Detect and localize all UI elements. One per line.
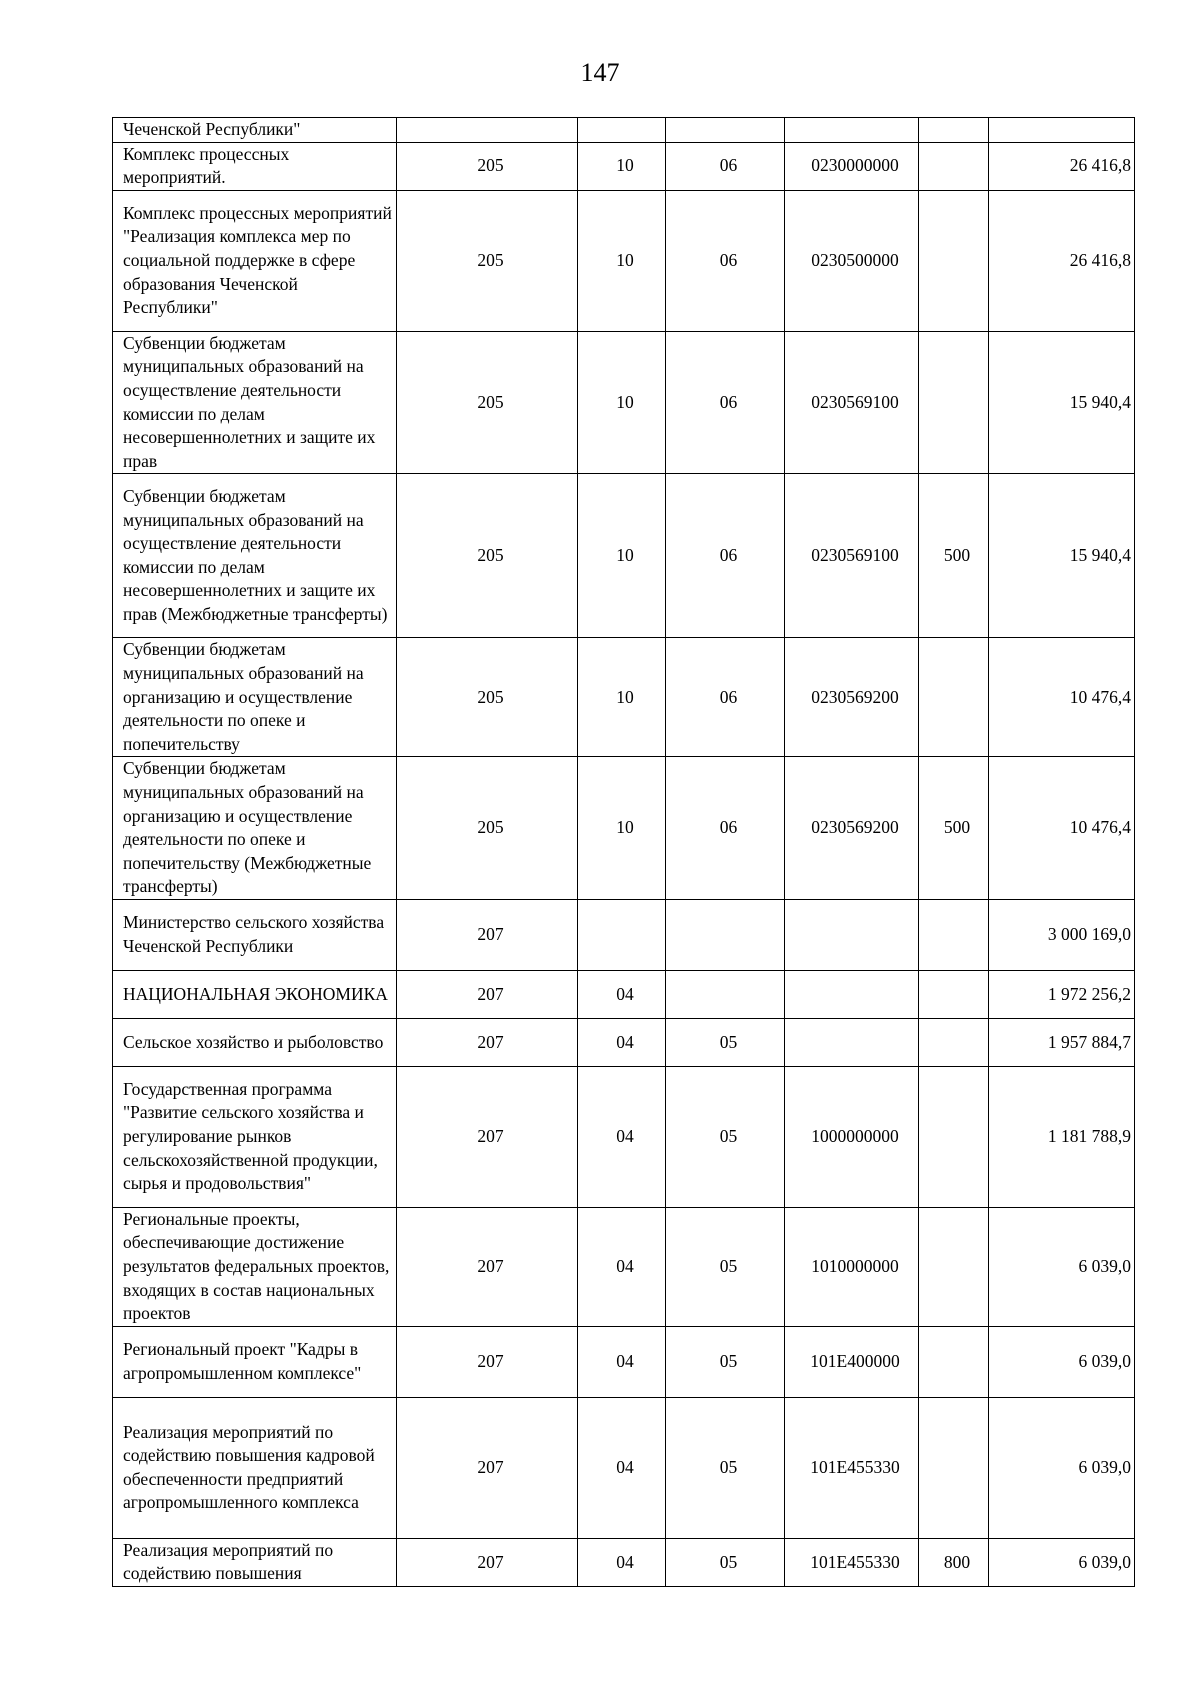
row-vr: 500 xyxy=(919,474,989,638)
row-pr xyxy=(666,118,785,143)
row-pr: 05 xyxy=(666,1018,785,1066)
row-name: НАЦИОНАЛЬНАЯ ЭКОНОМИКА xyxy=(113,970,397,1018)
row-sum: 1 181 788,9 xyxy=(989,1066,1135,1207)
row-vr: 800 xyxy=(919,1538,989,1586)
budget-table xyxy=(112,117,1135,1587)
row-name: Чеченской Республики" xyxy=(113,118,397,143)
table-row xyxy=(113,118,1135,143)
row-rz: 10 xyxy=(578,757,666,900)
table-row xyxy=(113,190,1135,331)
row-rz: 04 xyxy=(578,970,666,1018)
table-row xyxy=(113,638,1135,757)
row-name: Субвенции бюджетам муниципальных образований на организацию и осуществление деятельности по опеке и попечительству (Межбюджетные трансферты) xyxy=(113,757,397,900)
row-gr: 207 xyxy=(397,970,578,1018)
row-vr xyxy=(919,142,989,190)
row-csr: 1010000000 xyxy=(785,1207,919,1326)
row-vr xyxy=(919,1397,989,1538)
table-row xyxy=(113,757,1135,900)
row-vr: 500 xyxy=(919,757,989,900)
row-pr: 05 xyxy=(666,1397,785,1538)
row-rz xyxy=(578,118,666,143)
row-gr: 205 xyxy=(397,142,578,190)
row-name: Комплекс процессных мероприятий. xyxy=(113,142,397,190)
row-gr: 207 xyxy=(397,1207,578,1326)
row-sum: 26 416,8 xyxy=(989,142,1135,190)
row-csr: 101E455330 xyxy=(785,1397,919,1538)
row-rz: 10 xyxy=(578,638,666,757)
row-sum: 6 039,0 xyxy=(989,1538,1135,1586)
page-number: 147 xyxy=(580,58,620,87)
row-pr: 06 xyxy=(666,190,785,331)
row-csr xyxy=(785,899,919,970)
row-sum: 6 039,0 xyxy=(989,1326,1135,1397)
row-sum: 1 957 884,7 xyxy=(989,1018,1135,1066)
row-gr xyxy=(397,118,578,143)
row-rz: 04 xyxy=(578,1538,666,1586)
row-pr: 06 xyxy=(666,757,785,900)
row-sum: 3 000 169,0 xyxy=(989,899,1135,970)
row-pr: 05 xyxy=(666,1207,785,1326)
row-vr xyxy=(919,118,989,143)
row-rz: 10 xyxy=(578,331,666,474)
row-csr: 0230000000 xyxy=(785,142,919,190)
row-vr xyxy=(919,970,989,1018)
table-row xyxy=(113,970,1135,1018)
row-csr: 0230569200 xyxy=(785,757,919,900)
row-vr xyxy=(919,331,989,474)
row-csr: 101E455330 xyxy=(785,1538,919,1586)
row-gr: 207 xyxy=(397,1538,578,1586)
row-gr: 207 xyxy=(397,1018,578,1066)
table-row xyxy=(113,899,1135,970)
row-csr xyxy=(785,118,919,143)
table-row xyxy=(113,474,1135,638)
row-vr xyxy=(919,1326,989,1397)
row-rz: 10 xyxy=(578,190,666,331)
row-pr xyxy=(666,899,785,970)
row-name: Реализация мероприятий по содействию повышения xyxy=(113,1538,397,1586)
row-pr: 06 xyxy=(666,638,785,757)
row-gr: 207 xyxy=(397,1326,578,1397)
table-row xyxy=(113,1326,1135,1397)
row-sum: 1 972 256,2 xyxy=(989,970,1135,1018)
row-gr: 207 xyxy=(397,1066,578,1207)
row-csr: 0230500000 xyxy=(785,190,919,331)
row-vr xyxy=(919,190,989,331)
row-pr: 06 xyxy=(666,474,785,638)
row-rz: 04 xyxy=(578,1018,666,1066)
row-rz: 10 xyxy=(578,474,666,638)
row-rz: 10 xyxy=(578,142,666,190)
row-csr: 0230569200 xyxy=(785,638,919,757)
row-vr xyxy=(919,1066,989,1207)
row-name: Министерство сельского хозяйства Чеченской Республики xyxy=(113,899,397,970)
row-vr xyxy=(919,1207,989,1326)
row-sum: 10 476,4 xyxy=(989,757,1135,900)
row-csr xyxy=(785,970,919,1018)
row-rz xyxy=(578,899,666,970)
table-row xyxy=(113,331,1135,474)
row-vr xyxy=(919,899,989,970)
row-rz: 04 xyxy=(578,1397,666,1538)
row-gr: 205 xyxy=(397,474,578,638)
row-name: Региональный проект "Кадры в агропромышленном комплексе" xyxy=(113,1326,397,1397)
row-name: Сельское хозяйство и рыболовство xyxy=(113,1018,397,1066)
row-name: Региональные проекты, обеспечивающие достижение результатов федеральных проектов, входящих в состав национальных проектов xyxy=(113,1207,397,1326)
row-csr: 0230569100 xyxy=(785,331,919,474)
row-gr: 207 xyxy=(397,899,578,970)
row-csr: 0230569100 xyxy=(785,474,919,638)
row-name: Комплекс процессных мероприятий "Реализация комплекса мер по социальной поддержке в сфере образования Чеченской Республики" xyxy=(113,190,397,331)
row-rz: 04 xyxy=(578,1066,666,1207)
row-pr: 06 xyxy=(666,142,785,190)
row-sum: 10 476,4 xyxy=(989,638,1135,757)
row-rz: 04 xyxy=(578,1207,666,1326)
row-sum: 15 940,4 xyxy=(989,331,1135,474)
row-gr: 205 xyxy=(397,331,578,474)
row-sum: 26 416,8 xyxy=(989,190,1135,331)
table-row xyxy=(113,1397,1135,1538)
row-gr: 207 xyxy=(397,1397,578,1538)
table-row xyxy=(113,1207,1135,1326)
row-pr: 05 xyxy=(666,1326,785,1397)
row-name: Государственная программа "Развитие сельского хозяйства и регулирование рынков сельскохозяйственной продукции, сырья и продовольствия" xyxy=(113,1066,397,1207)
row-gr: 205 xyxy=(397,190,578,331)
row-name: Реализация мероприятий по содействию повышения кадровой обеспеченности предприятий агропромышленного комплекса xyxy=(113,1397,397,1538)
row-vr xyxy=(919,1018,989,1066)
row-pr: 05 xyxy=(666,1538,785,1586)
row-name: Субвенции бюджетам муниципальных образований на осуществление деятельности комиссии по делам несовершеннолетних и защите их прав (Межбюджетные трансферты) xyxy=(113,474,397,638)
row-csr xyxy=(785,1018,919,1066)
row-sum: 6 039,0 xyxy=(989,1397,1135,1538)
row-sum xyxy=(989,118,1135,143)
row-pr xyxy=(666,970,785,1018)
row-sum: 15 940,4 xyxy=(989,474,1135,638)
row-vr xyxy=(919,638,989,757)
row-name: Субвенции бюджетам муниципальных образований на организацию и осуществление деятельности по опеке и попечительству xyxy=(113,638,397,757)
table-row xyxy=(113,1538,1135,1586)
row-pr: 05 xyxy=(666,1066,785,1207)
row-gr: 205 xyxy=(397,757,578,900)
row-sum: 6 039,0 xyxy=(989,1207,1135,1326)
table-row xyxy=(113,1066,1135,1207)
row-gr: 205 xyxy=(397,638,578,757)
row-csr: 1000000000 xyxy=(785,1066,919,1207)
row-rz: 04 xyxy=(578,1326,666,1397)
table-row xyxy=(113,1018,1135,1066)
row-name: Субвенции бюджетам муниципальных образований на осуществление деятельности комиссии по делам несовершеннолетних и защите их прав xyxy=(113,331,397,474)
table-row xyxy=(113,142,1135,190)
row-pr: 06 xyxy=(666,331,785,474)
row-csr: 101E400000 xyxy=(785,1326,919,1397)
